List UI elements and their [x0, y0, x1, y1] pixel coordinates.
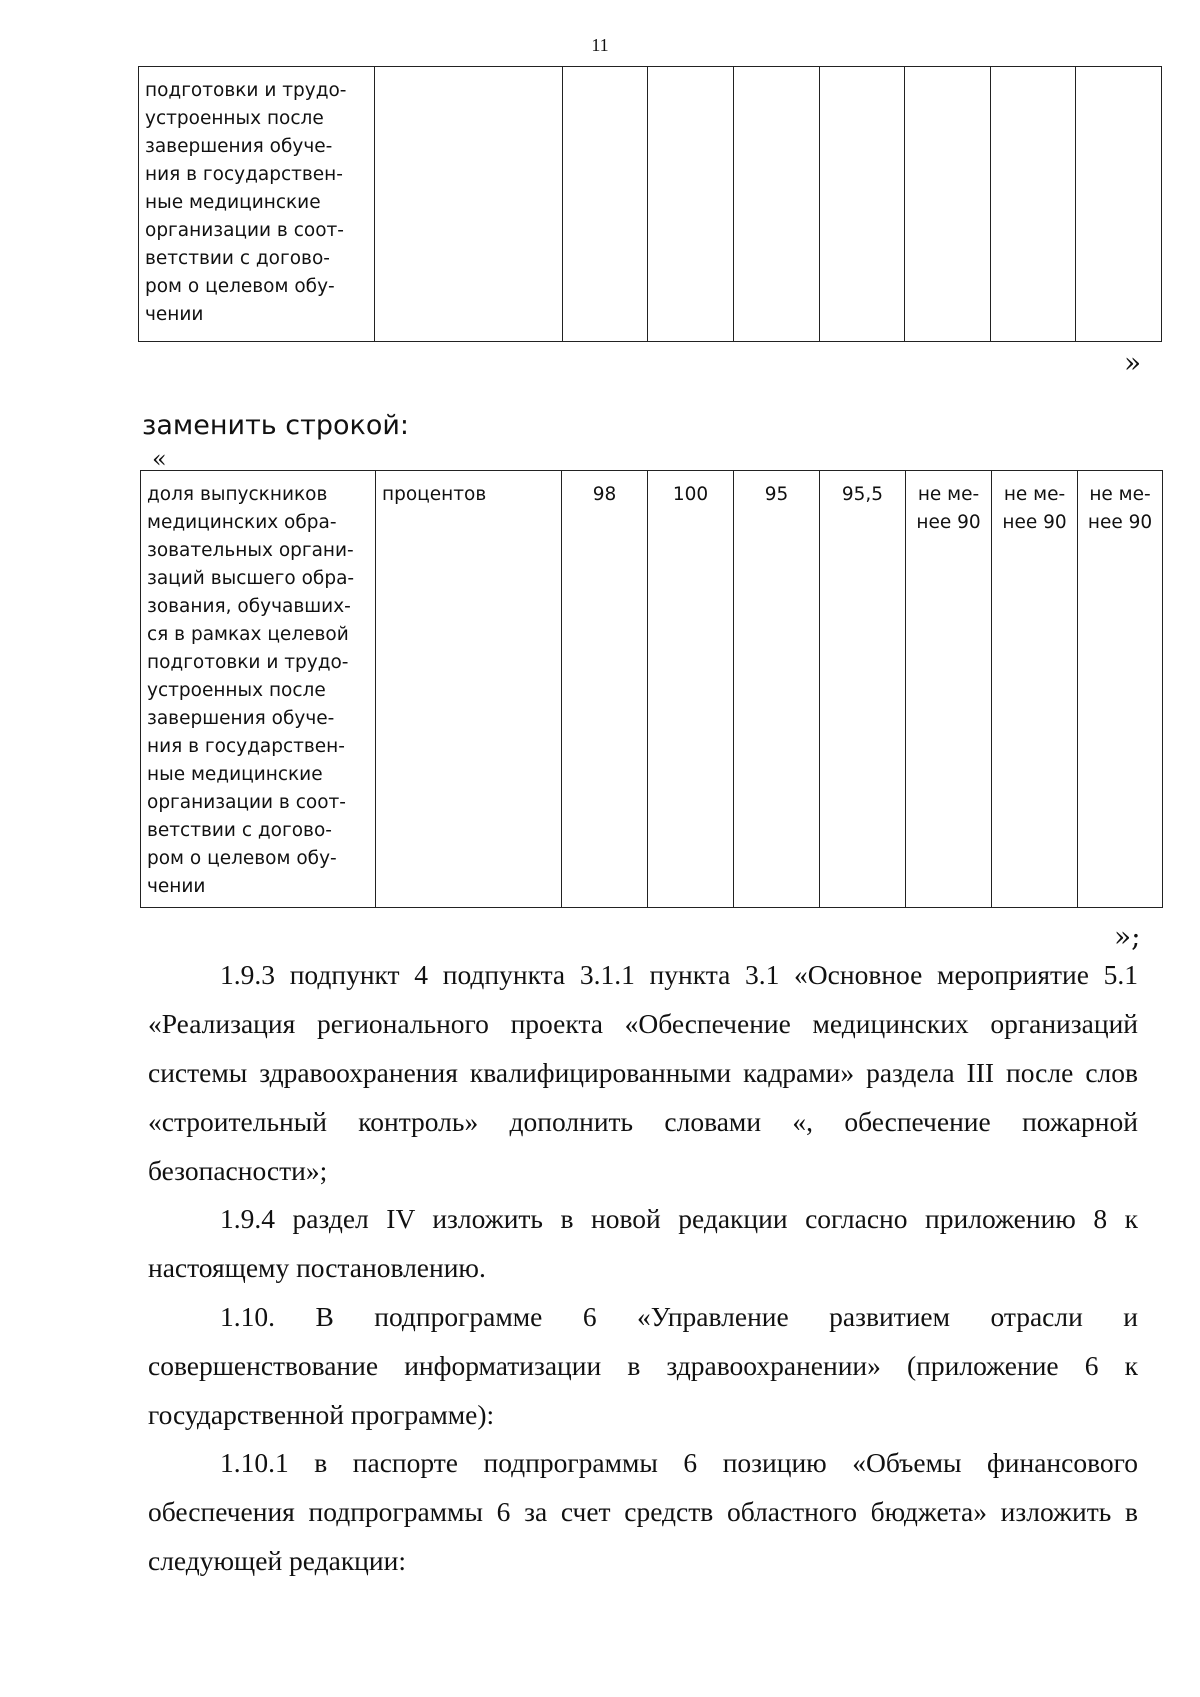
closing-quote: »: [1124, 346, 1142, 379]
table-row: [139, 67, 1162, 342]
value-cell: не ме- нее 90: [1078, 471, 1163, 908]
value-cell: [990, 67, 1076, 342]
value-cell: 100: [648, 471, 734, 908]
unit-cell: [375, 67, 562, 342]
replace-instruction: заменить строкой:: [142, 410, 410, 441]
value-cell: 98: [562, 471, 648, 908]
indicator-name-cell: доля выпускников медицинских обра- зовательных органи- заций высшего обра- зования, обучавших- ся в рамках целевой подготовки и трудо- устроенных после завершения обуче- ния в государствен- ные медицинские организации в соот- ветствии с догово- ром о целевом обу- чении: [141, 471, 376, 908]
value-cell: [905, 67, 991, 342]
value-cell: 95,5: [820, 471, 906, 908]
value-cell: не ме- нее 90: [992, 471, 1078, 908]
value-cell: [648, 67, 734, 342]
unit-cell: процентов: [376, 471, 562, 908]
value-cell: [1076, 67, 1162, 342]
table-row: [141, 471, 1163, 908]
paragraph: 1.9.3 подпункт 4 подпункта 3.1.1 пункта 3.1 «Основное мероприятие 5.1 «Реализация регионального проекта «Обеспечение медицинских организаций системы здравоохранения квалифицированными кадрами» раздела III после слов «строительный контроль» дополнить словами «, обеспечение пожарной безопасности»;: [148, 959, 1138, 1186]
paragraph: 1.10.1 в паспорте подпрограммы 6 позицию «Объемы финансового обеспечения подпрограммы 6 за счет средств областного бюджета» изложить в следующей редакции:: [148, 1447, 1138, 1576]
value-cell: [733, 67, 819, 342]
opening-quote: «: [152, 445, 167, 473]
paragraph: 1.10. В подпрограмме 6 «Управление развитием отрасли и совершенствование информатизации в здравоохранении» (приложение 6 к государственной программе):: [148, 1301, 1138, 1430]
closing-quote: »;: [1114, 920, 1141, 953]
value-cell: не ме- нее 90: [906, 471, 992, 908]
indicator-table-continued: [138, 66, 1162, 342]
indicator-name-cell: подготовки и трудо- устроенных после завершения обуче- ния в государствен- ные медицинские организации в соот- ветствии с догово- ром о целевом обу- чении: [139, 67, 375, 342]
indicator-table-new: [140, 470, 1163, 908]
paragraph: 1.9.4 раздел IV изложить в новой редакции согласно приложению 8 к настоящему постановлению.: [148, 1203, 1138, 1283]
page-number: 11: [591, 35, 609, 55]
value-cell: 95: [734, 471, 820, 908]
value-cell: [562, 67, 648, 342]
value-cell: [819, 67, 905, 342]
